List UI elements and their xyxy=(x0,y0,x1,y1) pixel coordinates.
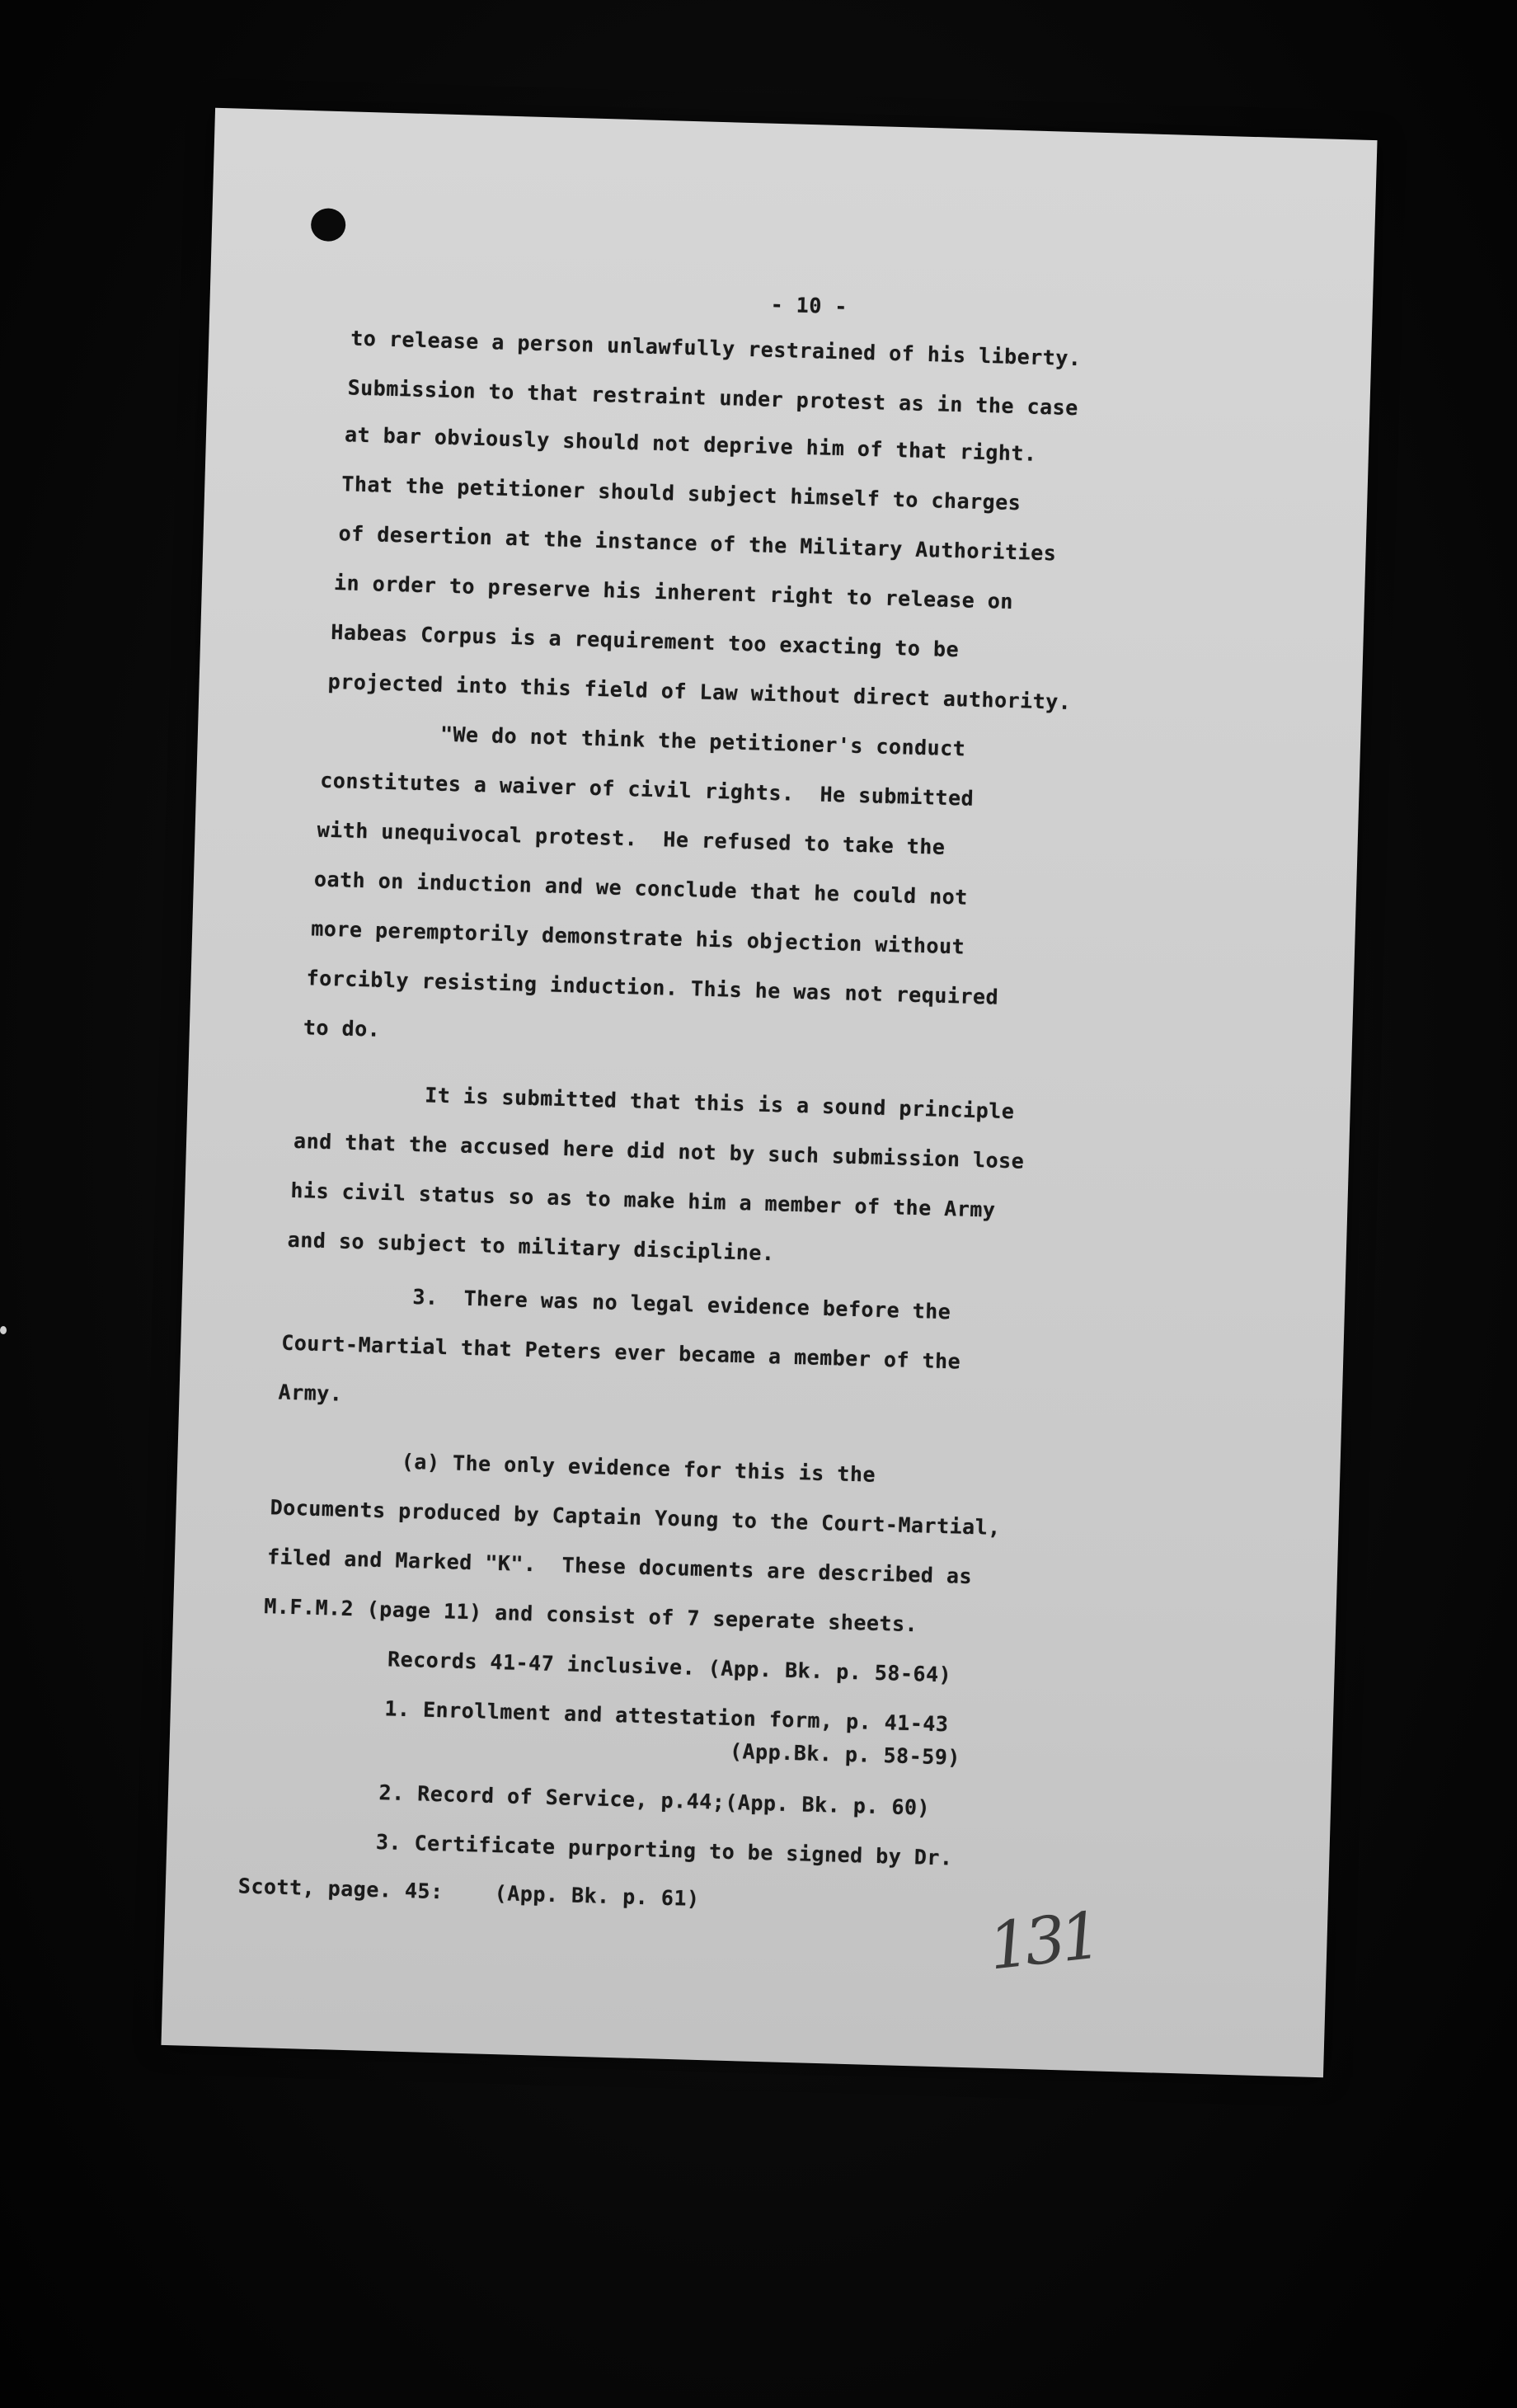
text-line: Court-Martial that Peters ever became a member of the xyxy=(280,1330,961,1374)
text-line: more peremptorily demonstrate his objection without xyxy=(310,916,965,959)
page-number: - 10 - xyxy=(770,292,848,319)
text-line: 3. Certificate purporting to be signed by Dr. xyxy=(247,1826,953,1870)
text-line: Habeas Corpus is a requirement too exacting to be xyxy=(330,619,960,662)
text-line: Records 41-47 inclusive. (App. Bk. p. 58-64) xyxy=(259,1644,952,1687)
text-line: forcibly resisting induction. This he was not required xyxy=(306,966,999,1009)
text-line: That the petitioner should subject himself to charges xyxy=(341,472,1022,515)
edge-mark xyxy=(0,1326,7,1334)
text-line: Army. xyxy=(278,1380,343,1406)
text-line: of desertion at the instance of the Military Authorities xyxy=(338,521,1057,566)
text-line: It is submitted that this is a sound principle xyxy=(296,1079,1015,1124)
text-line: his civil status so as to make him a member of the Army xyxy=(290,1178,996,1222)
text-line: "We do not think the petitioner's conduct xyxy=(324,718,966,761)
text-line: (a) The only evidence for this is the xyxy=(272,1446,876,1487)
text-line: constitutes a waiver of civil rights. He submitted xyxy=(319,768,975,811)
text-line: M.F.M.2 (page 11) and consist of 7 seperate sheets. xyxy=(263,1594,918,1637)
text-line: oath on induction and we conclude that he could not xyxy=(313,867,969,910)
text-line: with unequivocal protest. He refused to take the xyxy=(317,817,946,859)
text-line: 1. Enrollment and attestation form, p. 41-43 xyxy=(256,1692,949,1737)
handwritten-page-number: 131 xyxy=(984,1898,1101,1985)
document-page xyxy=(161,108,1377,2077)
text-line: 3. There was no legal evidence before the xyxy=(284,1281,951,1324)
text-line: 2. Record of Service, p.44;(App. Bk. p. 60) xyxy=(250,1776,931,1820)
punch-hole xyxy=(311,208,346,242)
text-line: and so subject to military discipline. xyxy=(287,1227,775,1266)
text-line: in order to preserve his inherent right to release on xyxy=(333,571,1014,614)
text-line: Scott, page. 45: (App. Bk. p. 61) xyxy=(237,1874,700,1912)
text-line: at bar obviously should not deprive him of that right. xyxy=(344,422,1037,466)
text-line: Submission to that restraint under protest as in the case xyxy=(347,375,1079,421)
text-line: to release a person unlawfully restrained of his liberty. xyxy=(350,326,1082,371)
text-line: Documents produced by Captain Young to the Court-Martial, xyxy=(270,1495,1002,1540)
text-line: filed and Marked "K". These documents are described as xyxy=(266,1545,973,1589)
text-line: to do. xyxy=(303,1015,381,1042)
text-line: (App.Bk. p. 58-59) xyxy=(255,1725,961,1770)
text-line: projected into this field of Law without direct authority. xyxy=(327,669,1072,715)
text-line: and that the accused here did not by such submission lose xyxy=(293,1128,1025,1173)
